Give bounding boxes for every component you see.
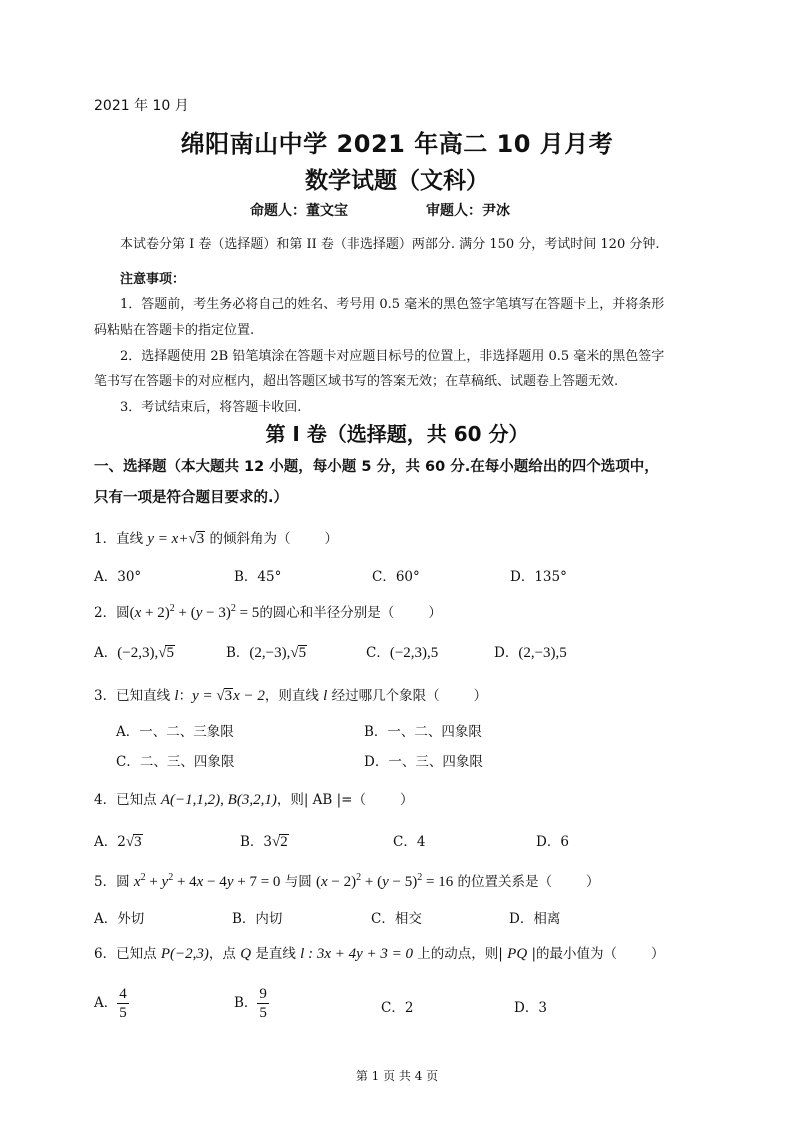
option-value: (−2,3), [117,645,159,661]
equation: y = [192,688,217,704]
sqrt-sign: √ [125,834,135,850]
q5-option-d: D．相离 [509,911,561,927]
sqrt-sign: √ [158,645,167,661]
question-text: 的圆心和半径分别是（ [259,605,395,621]
q1-option-a: A．30° [94,569,142,585]
radicand: 3 [224,688,233,704]
question-text: 的位置关系是（ [453,874,553,890]
question-number: 5． [94,874,117,890]
question-text: 与圆 [280,874,316,890]
fraction [257,985,269,1022]
option-value: (2,−3), [249,645,291,661]
question-text: ： [178,688,193,704]
q4-option-d: D．6 [536,834,569,850]
question-text: 是直线 [251,946,301,962]
points: A(−1,1,2), B(3,2,1) [160,792,277,808]
option-label: A． [94,995,118,1011]
question-text: 已知直线 [116,688,175,704]
fraction [117,985,129,1022]
sqrt-sign: √ [290,645,299,661]
radicand: 2 [280,834,288,850]
question-6 [94,942,665,963]
exam-date: 2021 年 10 月 [94,98,189,114]
question-number: 3． [94,688,117,704]
question-number: 2． [94,605,117,621]
option-label: D． [494,645,519,661]
q1-option-c: C．60° [372,569,420,585]
question-2 [94,601,442,622]
notice-item-1-line-2: 码粘贴在答题卡的指定位置. [94,323,255,338]
sqrt-sign: √ [188,531,197,547]
option-label: B． [226,645,250,661]
question-text: 经过哪几个象限（ [327,688,440,704]
question-text: 已知点 [116,792,161,808]
q5-option-b: B．内切 [232,911,283,927]
radicand: 5 [166,645,174,661]
answer-paren: ） [586,874,600,890]
page-footer: 第 1 页 共 4 页 [355,1069,439,1083]
question-text: 上的动点，则| [413,946,508,962]
notice-item-1-line-1: 1．答题前，考生务必将自己的姓名、考号用 0.5 毫米的黑色签字笔填写在答题卡上，并将条形 [120,297,665,312]
question-text: 的倾斜角为（ [205,531,291,547]
q6-option-b [234,985,269,1022]
q6-option-d: D．3 [514,1000,547,1016]
sqrt-sign: √ [272,834,281,850]
radicand: 5 [298,645,307,661]
q2-option-b [226,641,307,662]
radicand: 3 [134,834,142,850]
denominator: 5 [259,1005,267,1021]
q4-option-c: C．4 [393,834,426,850]
q3-option-c: C．二、三、四象限 [116,754,235,770]
segment-pq: PQ [507,946,528,962]
exam-title: 绵阳南山中学 2021 年高二 10 月月考 [180,130,614,158]
q2-option-c [366,641,438,662]
circle-2-equation: $(x - 2)^2 + (y - 5)^2 = 16$ [316,872,454,890]
option-label: C． [366,645,390,661]
line-equation: l : 3x + 4y + 3 = 0 [300,946,414,962]
exam-subtitle: 数学试题（文科） [305,168,489,194]
numerator: 9 [259,986,267,1002]
exam-intro: 本试卷分第 I 卷（选择题）和第 II 卷（非选择题）两部分. 满分 150 分，考试时间 120 分钟. [120,237,660,252]
notice-item-2-line-2: 笔书写在答题卡的对应框内，超出答题区域书写的答案无效；在草稿纸、试题卷上答题无效. [94,374,619,389]
q6-option-c: C．2 [381,1000,414,1016]
q2-option-d [494,641,567,662]
notice-item-2-line-1: 2．选择题使用 2B 铅笔填涂在答题卡对应题目标号的位置上，非选择题用 0.5 毫米的黑色签字 [120,349,665,364]
numerator: 4 [119,986,127,1002]
question-text: 已知点 [116,946,161,962]
question-number: 4． [94,792,117,808]
question-number: 1． [94,531,117,547]
question-text: 圆 [116,605,130,621]
option-label: A． [94,645,118,661]
q3-option-d: D．一、三、四象限 [364,754,483,770]
question-text: ，点 [208,946,241,962]
option-label: B．3 [240,834,273,850]
authors-line [250,200,510,220]
option-value: (2,−3),5 [518,645,567,661]
q4-option-a [94,830,143,851]
circle-equation: $(x + 2)^2 + (y - 3)^2 = 5$ [129,603,260,621]
option-label: B． [234,995,258,1011]
reviewer: 审题人：尹冰 [426,203,510,219]
question-5 [94,870,600,891]
question-3 [94,684,487,705]
q6-option-a [94,985,129,1022]
point-q: Q [240,946,252,962]
question-4 [94,788,414,809]
q1-option-b: B．45° [234,569,282,585]
answer-paren: ） [428,605,442,621]
part1-title: 第 I 卷（选择题，共 60 分） [265,422,529,446]
question-text: ，则直线 [264,688,324,704]
answer-paren: ） [324,531,338,547]
setter: 命题人：董文宝 [250,203,348,219]
q2-option-a [94,641,175,662]
question-text: ，则| AB |=（ [276,792,366,808]
question-text: |的最小值为（ [527,946,617,962]
answer-paren: ） [473,688,488,704]
radicand: 3 [196,531,205,547]
q5-option-c: C．相交 [371,911,422,927]
sqrt-sign: √ [216,688,225,704]
question-number: 6． [94,946,117,962]
notice-item-3: 3．考试结束后，将答题卡收回. [120,400,302,415]
line-name: l [174,688,179,704]
section1-heading-line-1: 一、选择题（本大题共 12 小题，每小题 5 分，共 60 分.在每小题给出的四个选项中， [94,459,659,475]
question-text: 圆 [116,874,134,890]
equation: y = x+ [147,531,189,547]
line-name: l [323,688,328,704]
q3-option-a: A．一、二、三象限 [116,724,234,740]
answer-paren: ） [400,792,414,808]
section1-heading-line-2: 只有一项是符合题目要求的.） [94,490,289,506]
denominator: 5 [119,1005,127,1021]
question-text: 直线 [116,531,148,547]
circle-1-equation: $x^2 + y^2 + 4x - 4y + 7 = 0$ [133,872,281,890]
q3-option-b: B．一、二、四象限 [364,724,482,740]
q4-option-b [240,830,289,851]
notice-heading: 注意事项： [120,272,186,287]
q5-option-a: A．外切 [94,911,145,927]
q1-option-d: D．135° [510,569,567,585]
equation: x − 2 [233,688,265,704]
answer-paren: ） [651,946,665,962]
option-value: (−2,3),5 [389,645,439,661]
option-label: A．2 [94,834,126,850]
point-p: P(−2,3) [160,946,209,962]
question-1 [94,527,338,548]
